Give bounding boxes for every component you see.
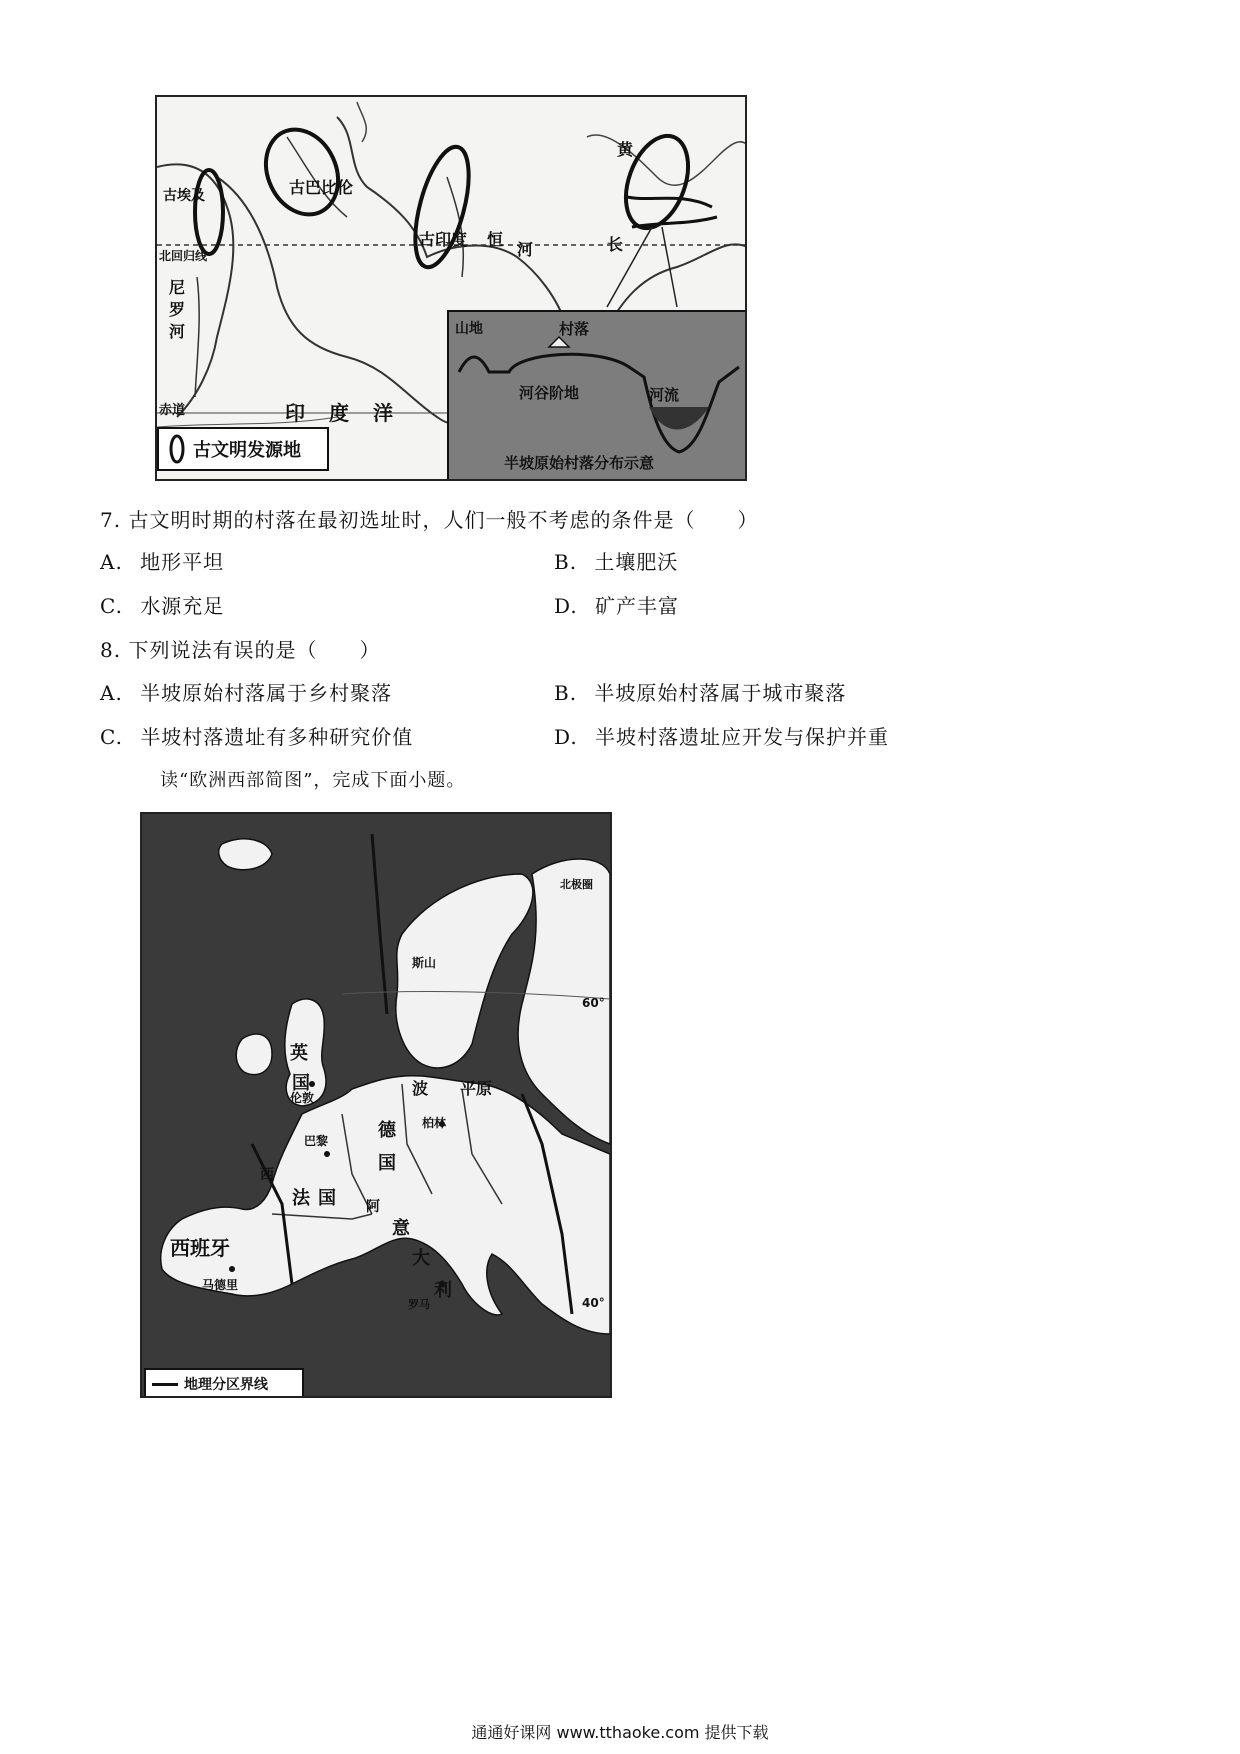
label-uk-2: 国 xyxy=(292,1073,310,1094)
label-berlin: 柏林 xyxy=(422,1116,447,1130)
banpo-inset xyxy=(447,310,747,481)
q7-option-c-text: 水源充足 xyxy=(140,594,225,618)
label-ancient-babylon: 古巴比伦 xyxy=(289,178,354,197)
q8-option-c-text: 半坡村落遗址有多种研究价值 xyxy=(140,725,414,749)
q8-option-d[interactable] xyxy=(554,721,889,750)
q7-option-d[interactable] xyxy=(554,590,679,619)
label-ocean-3: 洋 xyxy=(373,401,393,425)
q7-option-b[interactable] xyxy=(554,546,678,575)
label-spain: 西班牙 xyxy=(170,1236,230,1260)
label-alps: 阿 xyxy=(366,1199,380,1215)
label-france-2: 国 xyxy=(318,1188,336,1209)
inset-label-river: 河流 xyxy=(649,386,680,404)
q7-option-c[interactable] xyxy=(100,590,224,619)
q8-option-b-text: 半坡原始村落属于城市聚落 xyxy=(594,681,847,705)
ancient-civilizations-map xyxy=(155,95,747,481)
q8-option-b-key: B. xyxy=(554,681,578,705)
page-footer: 通通好课网 www.tthaoke.com 提供下载 xyxy=(471,1723,769,1742)
ancient-map-legend xyxy=(157,427,329,471)
q8-option-a-key: A. xyxy=(100,681,123,705)
label-west: 西 xyxy=(260,1167,274,1183)
civilization-loop-icon xyxy=(165,433,189,465)
europe-map-intro: 读“欧洲西部简图”，完成下面小题。 xyxy=(160,770,466,791)
label-france-1: 法 xyxy=(292,1188,310,1209)
label-nile-1: 尼 xyxy=(169,278,186,297)
label-germany-1: 德 xyxy=(378,1120,396,1141)
label-nile-2: 罗 xyxy=(169,300,186,319)
label-madrid: 马德里 xyxy=(202,1278,239,1292)
q7-option-b-key: B. xyxy=(554,550,578,574)
label-lon-40: 40° xyxy=(582,1296,605,1310)
label-river-he: 河 xyxy=(517,240,534,259)
label-scandinavian-mts: 斯山 xyxy=(412,956,437,970)
label-london: 伦敦 xyxy=(290,1091,315,1105)
boundary-line-icon xyxy=(152,1383,178,1386)
q8-option-a[interactable] xyxy=(100,677,392,706)
label-equator: 赤道 xyxy=(159,403,186,418)
q8-option-d-key: D. xyxy=(554,725,578,749)
europe-map-shapes xyxy=(142,814,610,1396)
question-8-stem: 8. 下列说法有误的是（ ） xyxy=(100,638,381,662)
inset-label-hill: 山地 xyxy=(455,321,483,337)
label-lat-60: 60° xyxy=(582,996,605,1010)
q8-option-b[interactable] xyxy=(554,677,846,706)
label-yellow-river: 黄 xyxy=(617,140,634,159)
q7-option-b-text: 土壤肥沃 xyxy=(594,550,679,574)
q8-option-c[interactable] xyxy=(100,721,413,750)
label-rome: 罗马 xyxy=(408,1298,430,1311)
europe-legend-text: 地理分区界线 xyxy=(184,1377,268,1393)
label-ancient-egypt: 古埃及 xyxy=(163,188,205,204)
label-uk-1: 英 xyxy=(290,1043,308,1064)
q8-option-a-text: 半坡原始村落属于乡村聚落 xyxy=(140,681,393,705)
label-germany-2: 国 xyxy=(378,1153,396,1174)
q8-option-d-text: 半坡村落遗址应开发与保护并重 xyxy=(595,725,890,749)
q7-option-d-text: 矿产丰富 xyxy=(595,594,680,618)
label-ancient-india: 古印度 xyxy=(419,230,468,249)
inset-label-village: 村落 xyxy=(559,320,590,338)
label-bo: 波 xyxy=(412,1079,429,1098)
label-nile-3: 河 xyxy=(169,322,186,341)
label-yangtze: 长 xyxy=(607,235,624,254)
label-tropic: 北回归线 xyxy=(159,249,208,263)
ancient-legend-text: 古文明发源地 xyxy=(193,440,301,461)
inset-caption: 半坡原始村落分布示意 xyxy=(504,454,655,472)
inset-label-terrace: 河谷阶地 xyxy=(519,384,580,402)
western-europe-map xyxy=(140,812,612,1398)
label-ocean-1: 印 xyxy=(285,401,305,425)
q7-option-a-text: 地形平坦 xyxy=(140,550,225,574)
label-ganges: 恒 xyxy=(487,230,504,249)
label-plain: 平原 xyxy=(460,1079,493,1098)
q7-option-c-key: C. xyxy=(100,594,123,618)
label-italy-1: 意 xyxy=(392,1218,410,1239)
label-ocean-2: 度 xyxy=(329,401,349,425)
q7-option-a[interactable] xyxy=(100,546,224,575)
label-italy-2: 大 xyxy=(412,1248,430,1269)
q8-option-c-key: C. xyxy=(100,725,123,749)
label-paris: 巴黎 xyxy=(304,1134,329,1148)
question-7-stem: 7. 古文明时期的村落在最初选址时，人们一般不考虑的条件是（ ） xyxy=(100,508,759,532)
label-arctic-circle: 北极圈 xyxy=(560,878,593,891)
label-italy-3: 利 xyxy=(434,1280,452,1301)
q7-option-a-key: A. xyxy=(100,550,123,574)
q7-option-d-key: D. xyxy=(554,594,578,618)
europe-map-legend xyxy=(144,1368,304,1398)
